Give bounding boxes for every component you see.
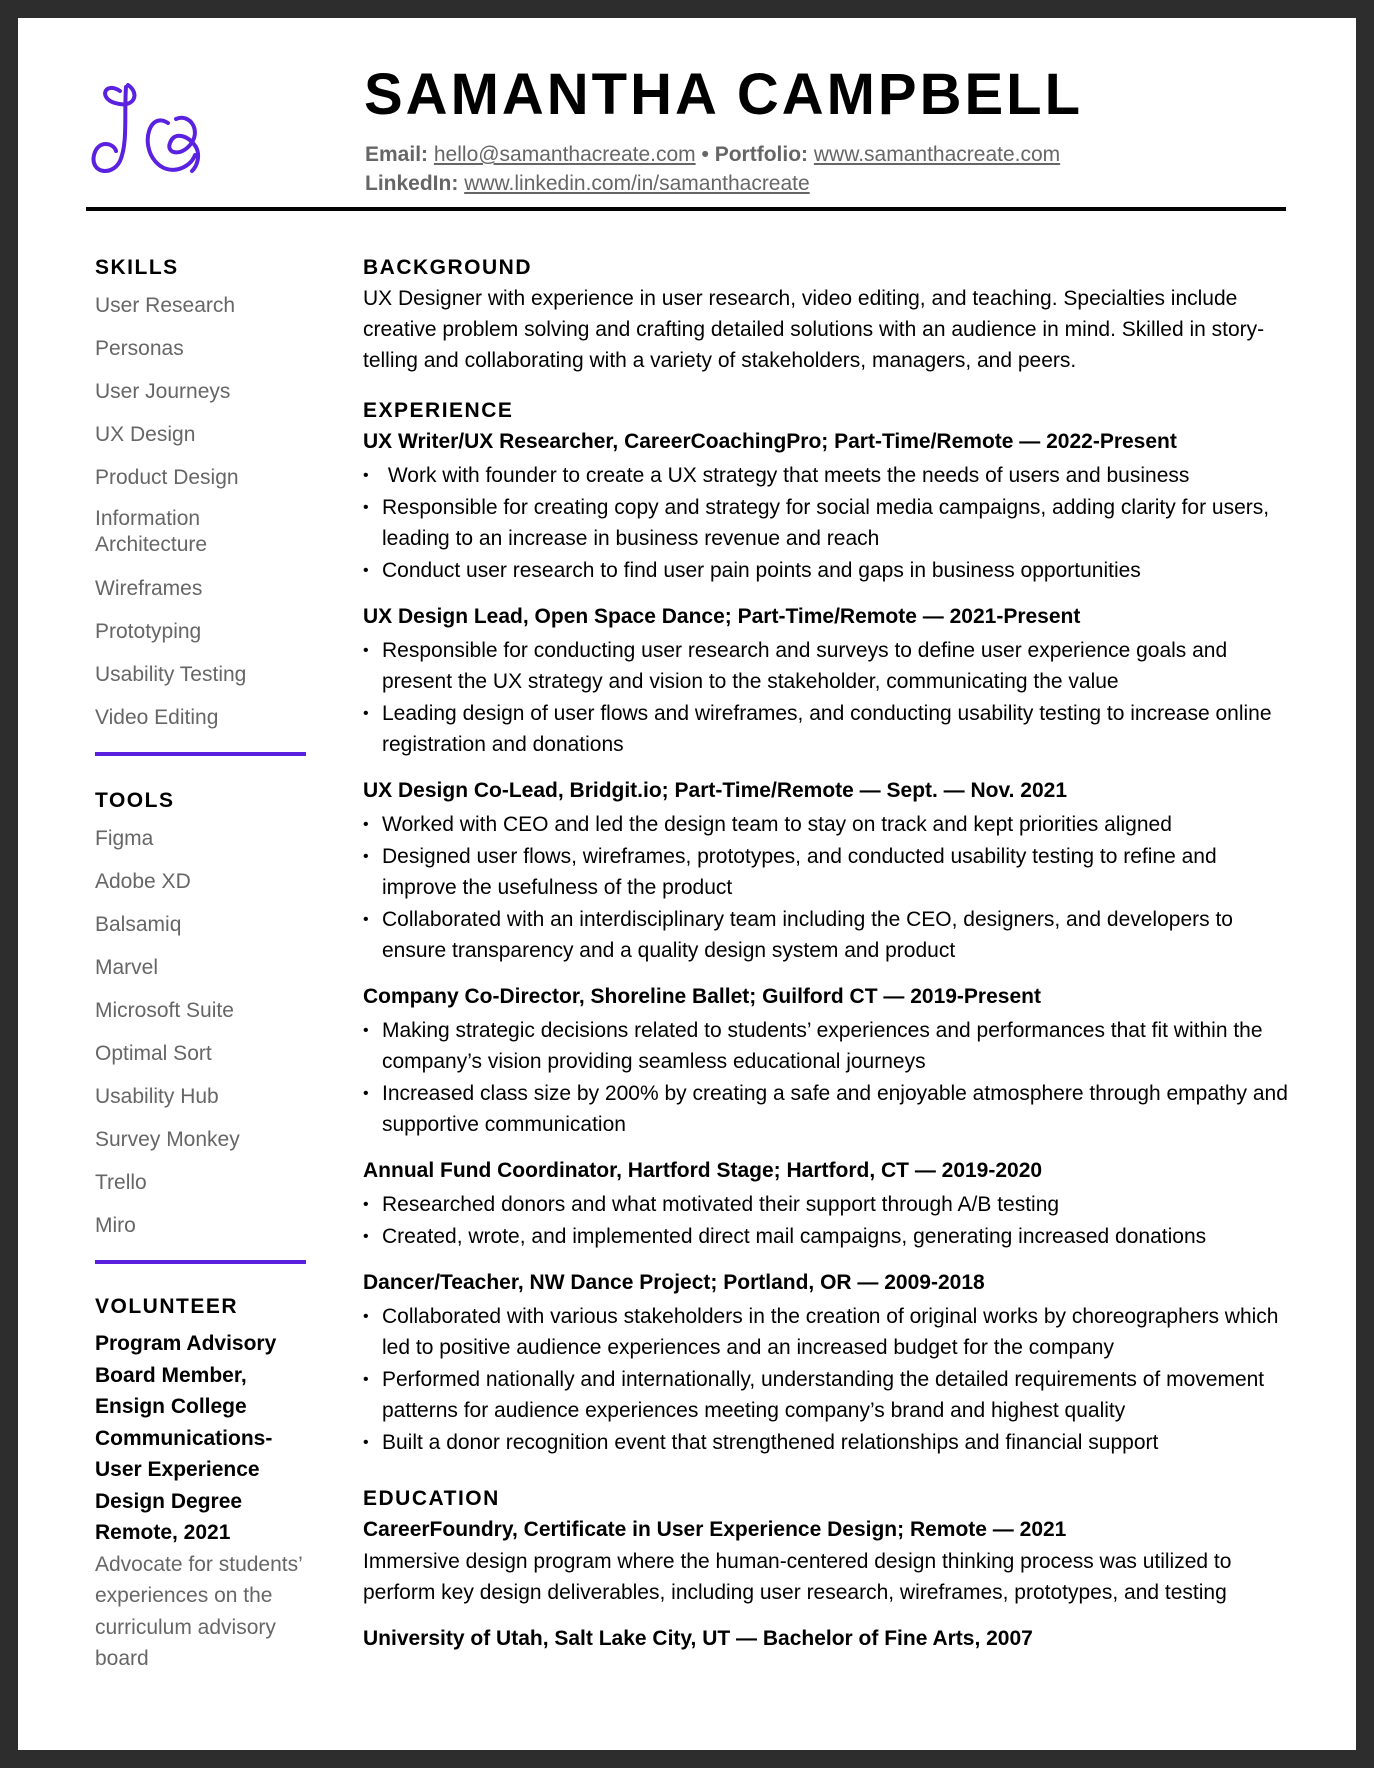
bullet-item: • Responsible for conducting user research and surveys to define user experience goals and present the UX strategy and vision to the stakeholder, communicating the value: [363, 635, 1293, 697]
bullet-item: • Performed nationally and internationally, understanding the detailed requirements of movement patterns for audience experiences meeting company’s brand and highest quality: [363, 1364, 1293, 1426]
tool-item: Optimal Sort: [95, 1042, 212, 1065]
bullet-item: • Designed user flows, wireframes, prototypes, and conducted usability testing to refine and improve the usefulness of the product: [363, 841, 1293, 903]
job-bullets: [363, 1301, 1293, 1458]
skills-heading: SKILLS: [95, 256, 179, 279]
volunteer-title: Program Advisory Board Member, Ensign College Communications-User Experience Design Degree Remote, 2021: [95, 1332, 277, 1544]
bullet-item: • Responsible for creating copy and strategy for social media campaigns, adding clarity for users, leading to an increase in business revenue and reach: [363, 492, 1293, 554]
linkedin-label: LinkedIn:: [365, 172, 459, 195]
portfolio-label: Portfolio:: [714, 143, 809, 166]
education-title: CareerFoundry, Certificate in User Experience Design; Remote — 2021: [363, 1518, 1067, 1541]
tools-heading: TOOLS: [95, 789, 175, 812]
tool-item: Balsamiq: [95, 913, 182, 936]
skills-divider: [95, 752, 306, 756]
skill-item: User Journeys: [95, 380, 231, 403]
bullet-item: • Collaborated with an interdisciplinary team including the CEO, designers, and developers to ensure transparency and a quality design system and product: [363, 904, 1293, 966]
skill-item: Personas: [95, 337, 184, 360]
bullet-item: • Work with founder to create a UX strategy that meets the needs of users and business: [363, 460, 1293, 491]
background-text: UX Designer with experience in user research, video editing, and teaching. Specialties include creative problem solving and crafting detailed solutions with an audience in mind. Skilled in story-telling and collaborating with a variety of stakeholders, managers, and peers.: [363, 287, 1265, 372]
skill-item: Prototyping: [95, 620, 202, 643]
job-entry: [363, 983, 1293, 1140]
volunteer-description: Advocate for students’ experiences on the curriculum advisory board: [95, 1552, 303, 1670]
job-entry: [363, 1157, 1293, 1252]
experience-heading: EXPERIENCE: [363, 399, 514, 422]
contact-info: [365, 140, 1060, 198]
job-title: UX Design Co-Lead, Bridgit.io; Part-Time/Remote — Sept. — Nov. 2021: [363, 779, 1068, 802]
tool-item: Adobe XD: [95, 870, 191, 893]
job-bullets: [363, 635, 1293, 760]
job-title: UX Writer/UX Researcher, CareerCoachingPro; Part-Time/Remote — 2022-Present: [363, 430, 1177, 453]
tools-list: [95, 826, 325, 1238]
job-entry: [363, 1269, 1293, 1458]
job-bullets: [363, 809, 1293, 966]
skills-list: [95, 293, 325, 730]
skill-item: Video Editing: [95, 706, 219, 729]
email-label: Email:: [365, 143, 429, 166]
page-title: SAMANTHA CAMPBELL: [364, 62, 1084, 127]
education-title: University of Utah, Salt Lake City, UT — Bachelor of Fine Arts, 2007: [363, 1627, 1033, 1650]
tool-item: Microsoft Suite: [95, 999, 234, 1022]
skill-item: UX Design: [95, 423, 196, 446]
linkedin-link[interactable]: www.linkedin.com/in/samanthacreate: [464, 172, 810, 195]
education-heading: EDUCATION: [363, 1487, 500, 1510]
bullet-item: • Built a donor recognition event that strengthened relationships and financial support: [363, 1427, 1293, 1458]
job-bullets: [363, 1189, 1293, 1252]
email-link[interactable]: hello@samanthacreate.com: [433, 143, 696, 166]
tool-item: Miro: [95, 1214, 136, 1237]
bullet-item: • Making strategic decisions related to students’ experiences and performances that fit within the company’s vision providing seamless educational journeys: [363, 1015, 1293, 1077]
header-divider: [86, 207, 1286, 211]
monogram-logo: [80, 73, 220, 193]
tool-item: Figma: [95, 827, 154, 850]
job-bullets: [363, 1015, 1293, 1140]
skill-item: Product Design: [95, 466, 239, 489]
bullet-item: • Leading design of user flows and wireframes, and conducting usability testing to increase online registration and donations: [363, 698, 1293, 760]
job-entry: [363, 777, 1293, 966]
contact-separator: •: [701, 143, 709, 166]
education-description: Immersive design program where the human-centered design thinking process was utilized to perform key design deliverables, including user research, wireframes, prototypes, and testing: [363, 1550, 1232, 1604]
contact-line-2: [365, 169, 1060, 198]
main-content: [363, 255, 1293, 1653]
tools-divider: [95, 1260, 306, 1264]
background-heading: BACKGROUND: [363, 256, 532, 279]
job-title: UX Design Lead, Open Space Dance; Part-Time/Remote — 2021-Present: [363, 605, 1081, 628]
sidebar: [95, 255, 325, 1675]
skill-item: Wireframes: [95, 577, 203, 600]
bullet-item: • Collaborated with various stakeholders in the creation of original works by choreographers which led to positive audience experiences and an increased budget for the company: [363, 1301, 1293, 1363]
skill-item: Usability Testing: [95, 663, 247, 686]
volunteer-heading: VOLUNTEER: [95, 1295, 239, 1318]
job-entry: [363, 428, 1293, 586]
bullet-item: • Researched donors and what motivated their support through A/B testing: [363, 1189, 1293, 1220]
tool-item: Trello: [95, 1171, 147, 1194]
job-title: Dancer/Teacher, NW Dance Project; Portland, OR — 2009-2018: [363, 1271, 985, 1294]
resume-page: [18, 18, 1356, 1750]
skill-item: User Research: [95, 294, 236, 317]
tool-item: Marvel: [95, 956, 159, 979]
tool-item: Survey Monkey: [95, 1128, 240, 1151]
job-title: Annual Fund Coordinator, Hartford Stage; Hartford, CT — 2019-2020: [363, 1159, 1043, 1182]
bullet-item: • Worked with CEO and led the design team to stay on track and kept priorities aligned: [363, 809, 1293, 840]
education-entry: [363, 1516, 1293, 1608]
bullet-item: • Increased class size by 200% by creating a safe and enjoyable atmosphere through empathy and supportive communication: [363, 1078, 1293, 1140]
skill-item: Information Architecture: [95, 507, 208, 556]
bullet-item: • Created, wrote, and implemented direct mail campaigns, generating increased donations: [363, 1221, 1293, 1252]
contact-line-1: [365, 140, 1060, 169]
job-title: Company Co-Director, Shoreline Ballet; Guilford CT — 2019-Present: [363, 985, 1041, 1008]
bullet-item: • Conduct user research to find user pain points and gaps in business opportunities: [363, 555, 1293, 586]
job-bullets: [363, 460, 1293, 586]
portfolio-link[interactable]: www.samanthacreate.com: [813, 143, 1061, 166]
job-entry: [363, 603, 1293, 760]
tool-item: Usability Hub: [95, 1085, 219, 1108]
education-entry: [363, 1625, 1293, 1653]
